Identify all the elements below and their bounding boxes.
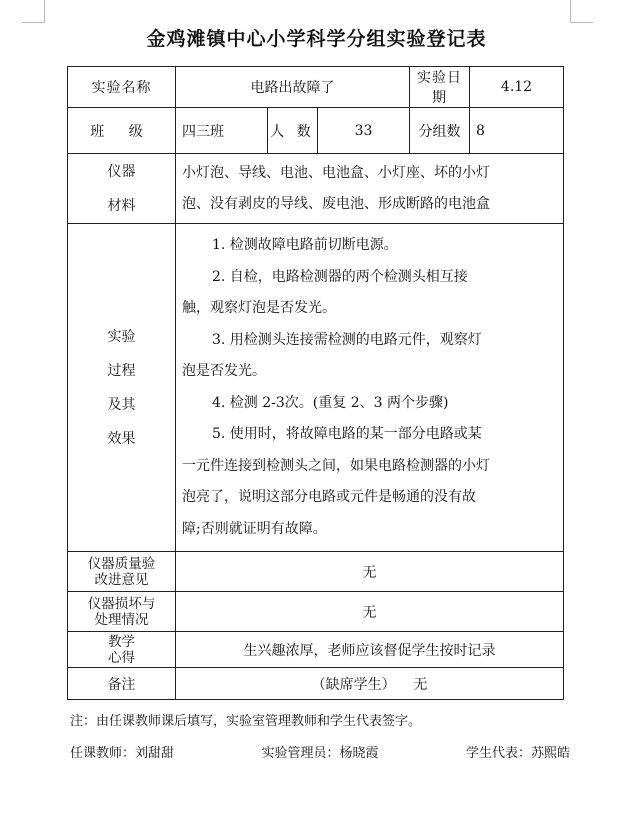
process-label-line: 及其 <box>107 396 136 413</box>
signature-line <box>70 742 570 761</box>
damage-label-line1: 仪器损坏与 <box>87 595 156 612</box>
process-step-continued: 一元件连接到检测头之间，如果电路检测器的小灯 <box>182 457 490 474</box>
experiment-date-label: 实验日期 <box>410 67 470 108</box>
process-step-continued: 泡亮了，说明这部分电路或元件是畅通的没有故 <box>182 489 476 505</box>
insight-label-line2: 心得 <box>108 649 135 666</box>
lab-manager-signature: 实验管理员：杨晓霞 <box>261 746 379 761</box>
class-info-row <box>68 108 564 154</box>
class-value: 四三班 <box>176 108 268 154</box>
materials-label-line2: 材料 <box>107 197 136 214</box>
groups-label: 分组数 <box>410 108 470 154</box>
materials-line1: 小灯泡、导线、电池、电池盒、小灯座、坏的小灯 <box>182 164 490 181</box>
people-label: 人 数 <box>268 108 318 154</box>
teacher-signature: 任课教师：刘甜甜 <box>70 746 175 761</box>
experiment-date-value: 4.12 <box>470 67 564 108</box>
damage-label-line2: 处理情况 <box>94 611 149 628</box>
materials-line2: 泡、没有剥皮的导线、废电池、形成断路的电池盒 <box>182 195 490 212</box>
damage-label <box>68 592 176 632</box>
experiment-name-label: 实验名称 <box>68 67 176 108</box>
process-row <box>68 224 564 552</box>
crop-mark-top-left <box>22 0 45 23</box>
process-step-continued: 泡是否发光。 <box>182 363 266 379</box>
process-label-line: 实验 <box>107 328 136 345</box>
quality-label <box>68 552 176 592</box>
insight-label-line1: 教学 <box>108 633 135 650</box>
insight-label <box>68 632 176 668</box>
damage-row <box>68 592 564 632</box>
experiment-name-value: 电路出故障了 <box>176 67 410 108</box>
process-step-continued: 障;否则就证明有故障。 <box>182 520 327 537</box>
remarks-value: （缺席学生） 无 <box>176 668 564 700</box>
process-step: 2. 自检，电路检测器的两个检测头相互接 <box>212 268 468 285</box>
insight-value: 生兴趣浓厚，老师应该督促学生按时记录 <box>176 632 564 668</box>
people-value: 33 <box>318 108 410 154</box>
process-label-line: 效果 <box>107 430 136 447</box>
process-content <box>176 224 564 552</box>
process-step-continued: 触，观察灯泡是否发光。 <box>182 300 336 316</box>
materials-row <box>68 154 564 224</box>
registration-table <box>67 66 564 700</box>
process-label-line: 过程 <box>107 362 136 379</box>
experiment-name-row <box>68 67 564 108</box>
student-rep-signature: 学生代表：苏熙皓 <box>465 746 570 761</box>
page-title: 金鸡滩镇中心小学科学分组实验登记表 <box>146 28 487 50</box>
process-label <box>68 224 176 552</box>
footnote: 注：由任课教师课后填写，实验室管理教师和学生代表签字。 <box>70 714 422 729</box>
class-label: 班 级 <box>68 108 176 154</box>
insight-row <box>68 632 564 668</box>
quality-label-line2: 改进意见 <box>94 571 149 588</box>
crop-mark-top-right <box>570 0 593 23</box>
process-step: 1. 检测故障电路前切断电源。 <box>212 237 398 253</box>
materials-label <box>68 154 176 224</box>
materials-label-line1: 仪器 <box>107 163 136 180</box>
quality-value: 无 <box>176 552 564 592</box>
remarks-label: 备注 <box>68 668 176 700</box>
process-step: 4. 检测 2-3次。(重复 2、3 两个步骤) <box>212 394 449 411</box>
damage-value: 无 <box>176 592 564 632</box>
quality-row <box>68 552 564 592</box>
quality-label-line1: 仪器质量验 <box>87 555 156 572</box>
remarks-row <box>68 668 564 700</box>
process-step: 3. 用检测头连接需检测的电路元件，观察灯 <box>212 331 482 348</box>
process-step: 5. 使用时，将故障电路的某一部分电路或某 <box>212 426 482 442</box>
groups-value: 8 <box>470 108 564 154</box>
materials-value <box>176 154 564 224</box>
